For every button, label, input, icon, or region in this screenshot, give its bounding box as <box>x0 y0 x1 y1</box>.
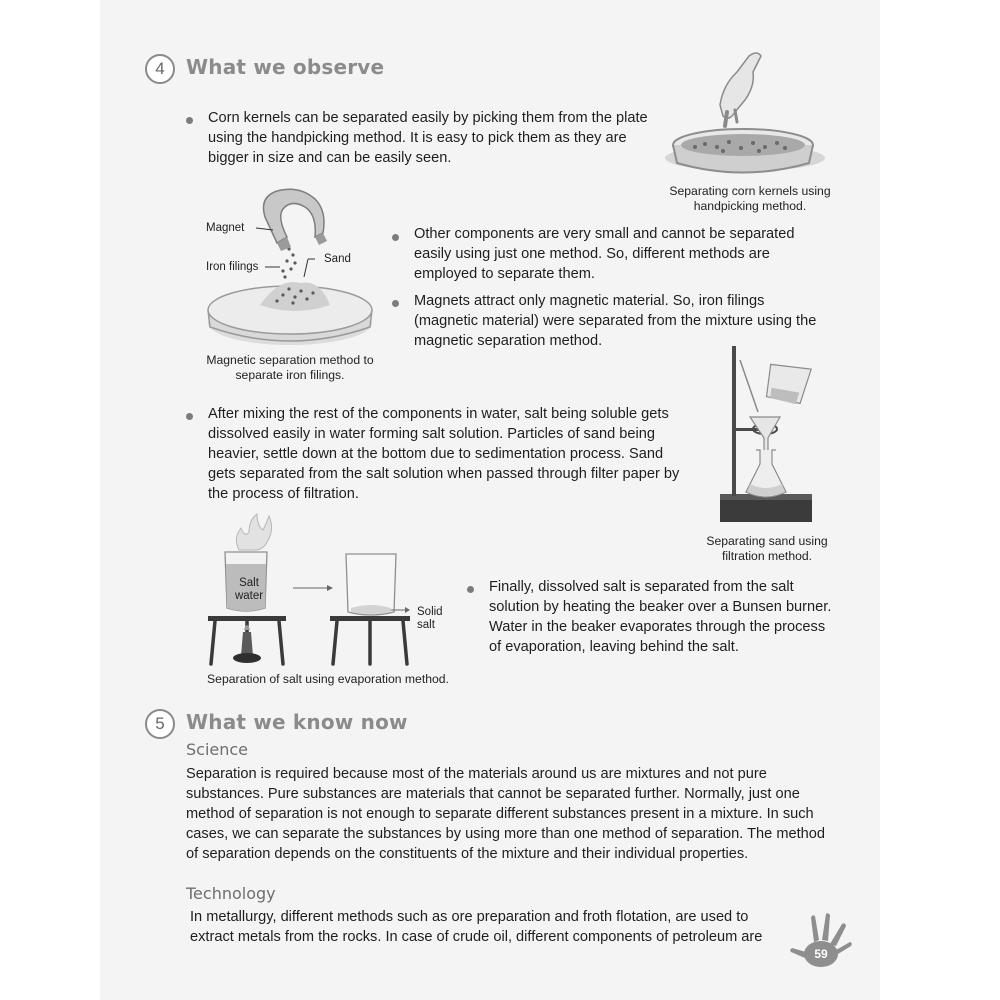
caption-filtration: Separating sand using filtration method. <box>706 534 828 563</box>
section-number-badge: 5 <box>145 709 175 739</box>
subheading-technology: Technology <box>186 884 276 903</box>
bullet-dot <box>392 234 399 241</box>
label-solid-salt <box>417 606 443 632</box>
section-title-know-now: What we know now <box>186 710 408 734</box>
paragraph-technology: In metallurgy, different methods such as ore preparation and froth flotation, are used to extract metals from the rocks. In case of crude oil, different components of petroleum are <box>190 909 763 945</box>
section-number-badge: 4 <box>145 54 175 84</box>
label-solid-salt-line2: salt <box>417 619 435 631</box>
label-solid-salt-line1: Solid <box>417 606 443 618</box>
caption-magnetic-separation: Magnetic separation method to separate iron filings. <box>206 353 374 382</box>
paragraph-science: Separation is required because most of the materials around us are mixtures and not pure substances. Pure substances are materials that cannot be separated further. Normally, just one method of separation is not enough to separate different substances present in a mixture. In such cases, we can separate the substances by using more than one method of separation. The method of separation depends on the constituents of the mixture and their individual properties. <box>186 766 826 862</box>
filtration-illustration <box>710 342 820 530</box>
paragraph-other-components: Other components are very small and cannot be separated easily using just one method. So, different methods are employed to separate them. <box>414 226 795 282</box>
label-salt-water <box>229 577 269 603</box>
caption-evaporation: Separation of salt using evaporation method. <box>207 672 449 686</box>
bullet-dot <box>186 413 193 420</box>
paragraph-evaporation: Finally, dissolved salt is separated from the salt solution by heating the beaker over a Bunsen burner. Water in the beaker evaporates through the process of evaporation, leaving behind the salt. <box>489 579 832 655</box>
section-title-observe: What we observe <box>186 55 385 79</box>
handpicking-illustration <box>665 50 835 180</box>
bullet-dot <box>467 586 474 593</box>
label-sand: Sand <box>324 253 351 265</box>
paragraph-filtration: After mixing the rest of the components in water, salt being soluble gets dissolved easily in water forming salt solution. Particles of sand being heavier, settle down at the bottom due to sedimentation process. Sand gets separated from the salt solution when passed through filter paper by the process of filtration. <box>208 406 680 502</box>
bullet-dot <box>186 117 193 124</box>
bullet-dot <box>392 300 399 307</box>
label-salt-water-line1: Salt <box>239 577 259 589</box>
page-number: 59 <box>814 947 828 961</box>
book-page <box>100 0 880 1000</box>
subheading-science: Science <box>186 740 249 759</box>
paragraph-magnets: Magnets attract only magnetic material. So, iron filings (magnetic material) were separated from the mixture using the magnetic separation method. <box>414 293 817 349</box>
hand-print-icon <box>788 912 854 970</box>
label-magnet: Magnet <box>206 222 245 234</box>
label-iron-filings: Iron filings <box>206 261 259 273</box>
caption-handpicking: Separating corn kernels using handpicking method. <box>669 184 831 213</box>
label-salt-water-line2: water <box>234 590 264 602</box>
paragraph-handpicking: Corn kernels can be separated easily by picking them from the plate using the handpicking method. It is easy to pick them as they are bigger in size and can be easily seen. <box>208 110 648 166</box>
